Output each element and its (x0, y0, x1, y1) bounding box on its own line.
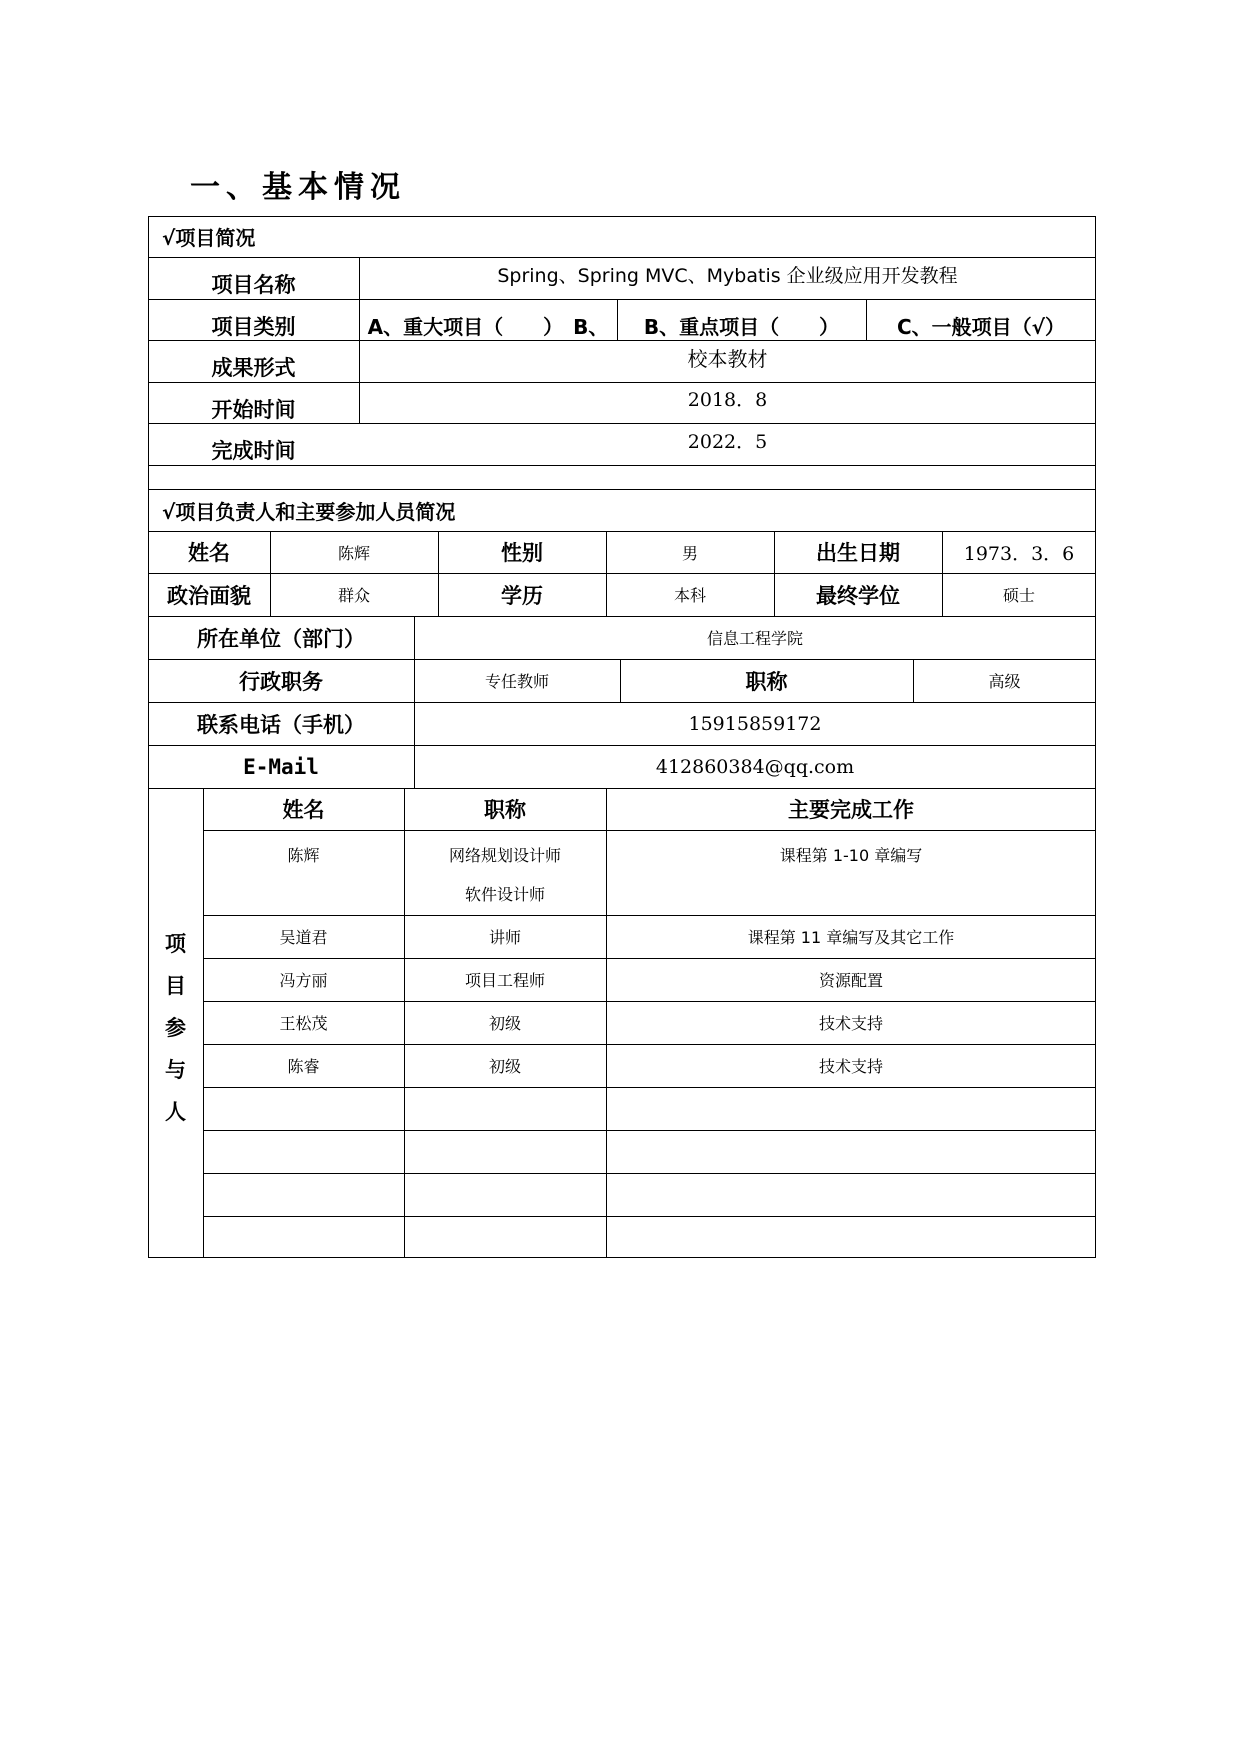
participants-header-title: 职称 (484, 798, 526, 822)
participant-title: 讲师 (488, 928, 521, 947)
participant-work: 技术支持 (818, 1057, 883, 1076)
side-char: 与 (165, 1058, 186, 1082)
participants-header-work: 主要完成工作 (788, 798, 914, 822)
outcome-form-label: 成果形式 (211, 356, 296, 380)
participant-title: 初级 (488, 1057, 521, 1076)
email-value: 412860384@qq.com (655, 755, 855, 778)
participants-side-label (148, 923, 203, 1123)
participant-name: 陈睿 (287, 1057, 320, 1076)
project-category-label: 项目类别 (211, 314, 296, 339)
participant-work: 课程第 1-10 章编写 (779, 846, 923, 865)
degree-value: 硕士 (1002, 586, 1035, 605)
side-char: 人 (165, 1100, 186, 1124)
participant-title: 网络规划设计师 (448, 846, 561, 865)
participant-work: 资源配置 (818, 971, 883, 990)
unit-label: 所在单位（部门） (197, 626, 365, 651)
leader-section-title: √项目负责人和主要参加人员简况 (162, 499, 456, 524)
education-value: 本科 (673, 586, 706, 605)
birth-date-value: 1973．3．6 (963, 542, 1075, 565)
participant-title-secondary: 软件设计师 (464, 885, 545, 904)
category-key-option: B、重点项目（ ） (643, 315, 840, 339)
project-name-label: 项目名称 (211, 273, 296, 297)
category-major-option: A、重大项目（ ） B、 (367, 315, 609, 339)
gender-value: 男 (681, 543, 698, 563)
education-label: 学历 (501, 583, 543, 608)
degree-label: 最终学位 (816, 583, 900, 608)
unit-value: 信息工程学院 (706, 629, 803, 648)
participant-name: 陈辉 (287, 846, 320, 865)
side-char: 参 (165, 1016, 186, 1040)
outcome-form-value: 校本教材 (687, 346, 768, 371)
participant-work: 技术支持 (818, 1014, 883, 1033)
participant-name: 冯方丽 (279, 971, 328, 990)
phone-value: 15915859172 (688, 712, 822, 735)
end-time-label: 完成时间 (211, 439, 296, 463)
participant-name: 吴道君 (279, 928, 328, 947)
political-status-value: 群众 (337, 586, 370, 605)
project-summary-section-title: √项目简况 (162, 226, 256, 250)
participant-title: 项目工程师 (464, 971, 545, 990)
side-char: 目 (165, 974, 186, 998)
leader-name-value: 陈辉 (337, 543, 370, 563)
phone-label: 联系电话（手机） (197, 712, 365, 737)
admin-post-value: 专任教师 (484, 672, 549, 691)
participants-header-name: 姓名 (282, 798, 325, 822)
end-time-value: 2022．5 (687, 430, 768, 453)
political-status-label: 政治面貌 (167, 583, 251, 608)
start-time-value: 2018．8 (687, 389, 768, 411)
professional-title-label: 职称 (745, 669, 788, 694)
side-char: 项 (165, 932, 186, 956)
gender-label: 性别 (501, 541, 543, 565)
admin-post-label: 行政职务 (239, 669, 323, 694)
participant-work: 课程第 11 章编写及其它工作 (747, 928, 955, 947)
start-time-label: 开始时间 (211, 397, 296, 422)
page-heading: 一、基本情况 (190, 170, 406, 205)
email-label: E-Mail (243, 754, 319, 779)
category-general-option: C、一般项目（√） (896, 315, 1066, 339)
participant-title: 初级 (488, 1014, 521, 1033)
participant-name: 王松茂 (279, 1014, 328, 1033)
birth-date-label: 出生日期 (816, 541, 900, 565)
project-name-value: Spring、Spring MVC、Mybatis 企业级应用开发教程 (497, 264, 958, 287)
professional-title-value: 高级 (988, 672, 1021, 691)
leader-name-label: 姓名 (188, 541, 230, 565)
